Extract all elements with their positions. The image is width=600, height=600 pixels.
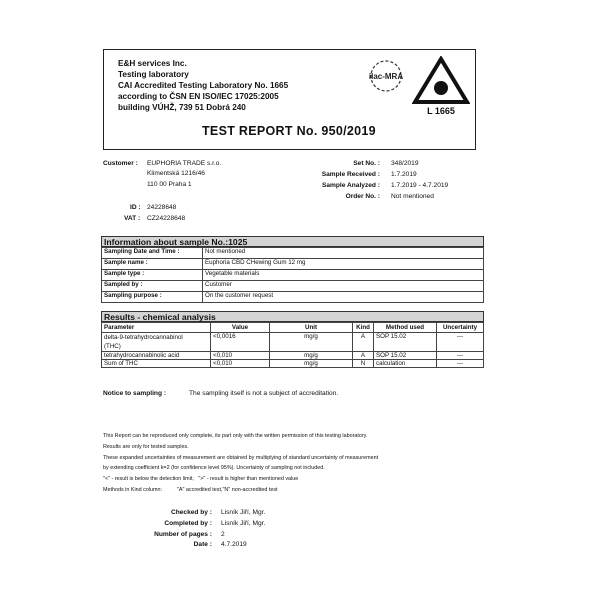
set-value: 348/2019 xyxy=(391,160,419,167)
customer-vat: CZ24228648 xyxy=(147,215,186,222)
standard: according to ČSN EN ISO/IEC 17025:2005 xyxy=(118,92,279,101)
result-kind: N xyxy=(353,360,374,368)
date-label: Date : xyxy=(193,541,212,548)
note-line: Methods in Kind column: "A" accredited test,"N" non-accredited test xyxy=(103,487,278,493)
info-value: Vegetable materials xyxy=(203,270,484,281)
received-label: Sample Received : xyxy=(321,171,380,178)
results-heading: Results - chemical analysis xyxy=(101,311,484,322)
results-header-row xyxy=(102,323,484,333)
info-key: Sampled by : xyxy=(102,281,203,292)
analyzed-value: 1.7.2019 - 4.7.2019 xyxy=(391,182,449,189)
results-table xyxy=(101,322,484,368)
received-value: 1.7.2019 xyxy=(391,171,417,178)
result-unit: mg/g xyxy=(270,352,353,360)
analyzed-label: Sample Analyzed : xyxy=(321,182,380,189)
address: building VÚHŽ, 739 51 Dobrá 240 xyxy=(118,103,246,112)
col-unit: Unit xyxy=(270,323,353,333)
set-label: Set No. : xyxy=(353,160,380,167)
order-value: Not mentioned xyxy=(391,193,434,200)
pages-label: Number of pages : xyxy=(154,531,212,538)
result-uncertainty: --- xyxy=(437,333,484,352)
info-value: Customer xyxy=(203,281,484,292)
result-value: <0,010 xyxy=(211,360,270,368)
result-parameter-line2: (THC) xyxy=(104,343,121,350)
result-unit: mg/g xyxy=(270,333,353,352)
result-uncertainty: --- xyxy=(437,360,484,368)
checked-label: Checked by : xyxy=(170,509,212,516)
checked-value: Lisník Jiří, Mgr. xyxy=(221,509,266,516)
table-row xyxy=(102,292,484,303)
notice-label: Notice to sampling : xyxy=(103,390,167,397)
result-kind: A xyxy=(353,333,374,352)
note-line: These expanded uncertainties of measurement are obtained by multiplying of standard uncertainty of measurement xyxy=(103,455,379,461)
ilac-text: ilac-MRA xyxy=(368,72,404,81)
result-value: <0,0016 xyxy=(211,333,270,352)
result-parameter: Sum of THC xyxy=(102,360,211,368)
col-parameter: Parameter xyxy=(102,323,211,333)
notice-text: The sampling itself is not a subject of accreditation. xyxy=(189,390,339,397)
note-line: Results are only for tested samples. xyxy=(103,444,189,450)
info-value: Not mentioned xyxy=(203,248,484,259)
result-method: calculation xyxy=(374,360,437,368)
pages-value: 2 xyxy=(221,531,225,538)
sample-info-heading: Information about sample No.:1025 xyxy=(101,236,484,247)
table-row xyxy=(102,248,484,259)
info-value: On the customer request xyxy=(203,292,484,303)
customer-name: EUPHORIA TRADE s.r.o. xyxy=(147,160,222,167)
note-line: "<" - result is below the detection limit, ">" - result is higher than mentioned value xyxy=(103,476,299,482)
table-row xyxy=(102,270,484,281)
completed-label: Completed by : xyxy=(164,520,212,527)
id-label: ID : xyxy=(130,204,141,211)
customer-street: Klimentská 1216/46 xyxy=(147,170,205,177)
cai-logo-icon xyxy=(412,56,470,116)
order-label: Order No. : xyxy=(345,193,380,200)
table-row xyxy=(102,333,484,352)
info-key: Sampling Date and Time : xyxy=(102,248,203,259)
result-unit: mg/g xyxy=(270,360,353,368)
result-value: <0,010 xyxy=(211,352,270,360)
sample-info-table xyxy=(101,247,484,303)
lab-code: L 1665 xyxy=(427,106,455,116)
report-title: TEST REPORT No. 950/2019 xyxy=(202,124,376,138)
completed-value: Lisník Jiří, Mgr. xyxy=(221,520,266,527)
accreditation: CAI Accredited Testing Laboratory No. 1665 xyxy=(118,81,289,90)
col-kind: Kind xyxy=(353,323,374,333)
result-parameter xyxy=(102,333,211,352)
customer-label: Customer : xyxy=(103,160,138,167)
col-uncertainty: Uncertainty xyxy=(437,323,484,333)
lab-type: Testing laboratory xyxy=(118,70,189,79)
info-value: Euphoria CBD CHewing Gum 12 mg xyxy=(203,259,484,270)
note-line: by extending coefficient k=2 (for confidence level 95%). Uncertainty of sampling not included. xyxy=(103,465,325,471)
col-method: Method used xyxy=(374,323,437,333)
result-parameter-line1: delta-9-tetrahydrocannabinol xyxy=(104,334,183,341)
result-method: SOP 15.02 xyxy=(374,333,437,352)
vat-label: VAT : xyxy=(124,215,141,222)
customer-id: 24228648 xyxy=(147,204,177,211)
result-uncertainty: --- xyxy=(437,352,484,360)
info-key: Sampling purpose : xyxy=(102,292,203,303)
table-row xyxy=(102,259,484,270)
result-kind: A xyxy=(353,352,374,360)
info-key: Sample type : xyxy=(102,270,203,281)
info-key: Sample name : xyxy=(102,259,203,270)
ilac-mra-logo xyxy=(364,56,408,96)
table-row xyxy=(102,281,484,292)
table-row xyxy=(102,352,484,360)
note-line: This Report can be reproduced only complete, its part only with the written permission of this testing laboratory. xyxy=(103,433,368,439)
table-row xyxy=(102,360,484,368)
result-parameter: tetrahydrocannabinolic acid xyxy=(102,352,211,360)
col-value: Value xyxy=(211,323,270,333)
date-value: 4.7.2019 xyxy=(221,541,247,548)
company-name: E&H services Inc. xyxy=(118,59,187,68)
customer-city: 110 00 Praha 1 xyxy=(147,181,192,188)
result-method: SOP 15.02 xyxy=(374,352,437,360)
